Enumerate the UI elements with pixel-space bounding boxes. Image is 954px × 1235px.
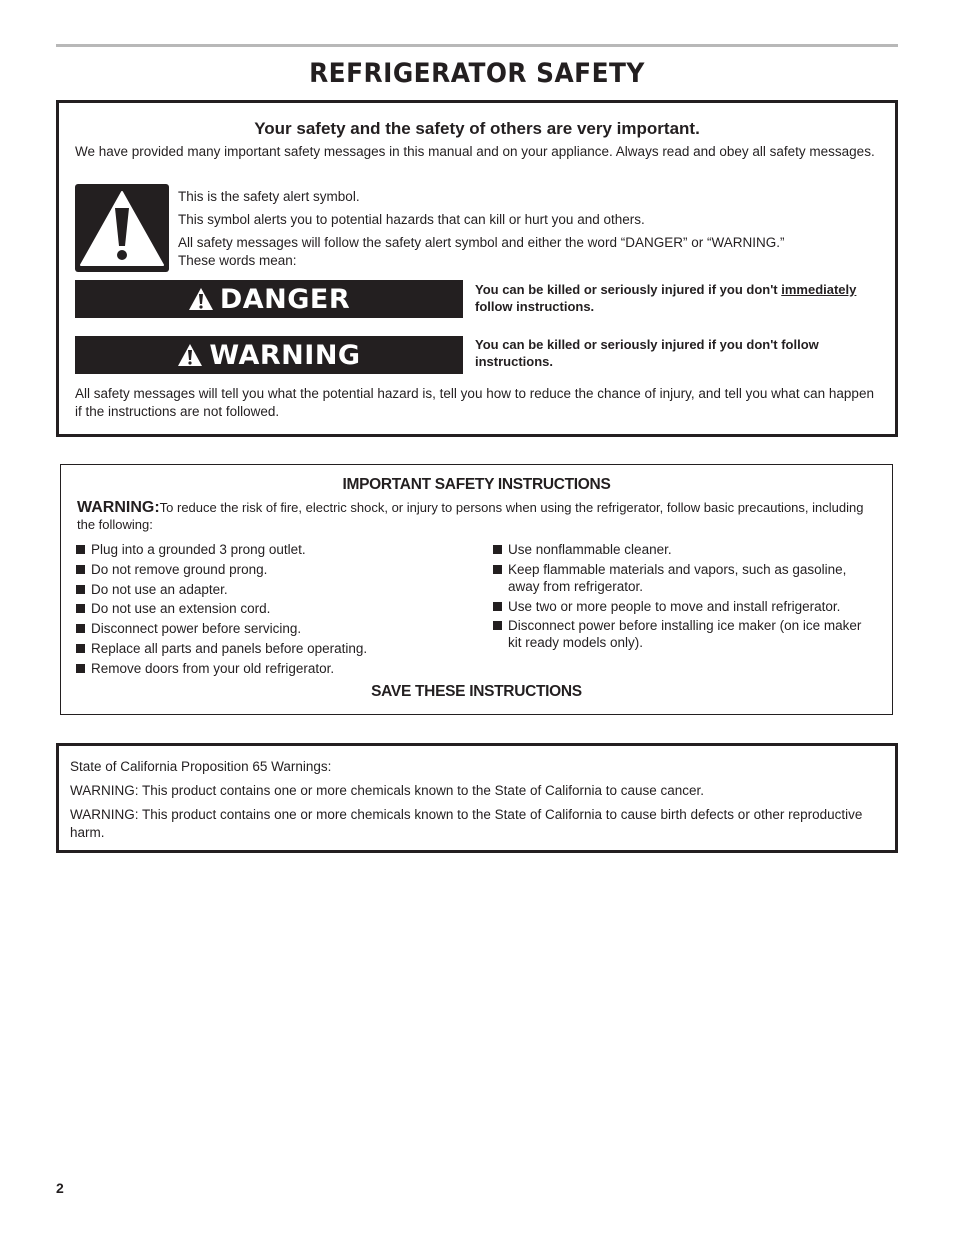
bullet-square-icon bbox=[76, 644, 85, 653]
page-number: 2 bbox=[56, 1180, 64, 1196]
list-item: Replace all parts and panels before operating. bbox=[76, 640, 476, 657]
save-instructions-heading: SAVE THESE INSTRUCTIONS bbox=[371, 683, 582, 700]
important-instructions-box bbox=[60, 464, 893, 715]
danger-alert-icon bbox=[188, 287, 214, 311]
list-item: Keep flammable materials and vapors, such as gasoline, away from refrigerator. bbox=[493, 561, 878, 595]
bullet-square-icon bbox=[493, 621, 502, 630]
warning-signal-bar bbox=[75, 336, 463, 374]
bullet-square-icon bbox=[76, 604, 85, 613]
list-item: Do not remove ground prong. bbox=[76, 561, 476, 578]
list-item: Do not use an extension cord. bbox=[76, 600, 476, 617]
bullet-square-icon bbox=[76, 585, 85, 594]
danger-signal-bar bbox=[75, 280, 463, 318]
symbol-line-1: This is the safety alert symbol. bbox=[178, 189, 360, 204]
list-item: Do not use an adapter. bbox=[76, 581, 476, 598]
list-item: Use two or more people to move and install refrigerator. bbox=[493, 598, 878, 615]
bullet-square-icon bbox=[493, 602, 502, 611]
right-bullet-list bbox=[493, 541, 878, 654]
page-title: REFRIGERATOR SAFETY bbox=[309, 58, 645, 89]
instructions-heading: IMPORTANT SAFETY INSTRUCTIONS bbox=[342, 476, 611, 493]
warning-text: You can be killed or seriously injured if you don't follow instructions. bbox=[475, 337, 819, 369]
symbol-line-2: This symbol alerts you to potential hazards that can kill or hurt you and others. bbox=[178, 212, 645, 227]
warning-label: WARNING bbox=[209, 339, 361, 371]
list-item: Plug into a grounded 3 prong outlet. bbox=[76, 541, 476, 558]
safety-footer: All safety messages will tell you what the potential hazard is, tell you how to reduce the chance of injury, and tell you what can happen if the instructions are not followed. bbox=[75, 386, 874, 419]
prop65-cancer-warning: WARNING: This product contains one or more chemicals known to the State of California to cause cancer. bbox=[70, 783, 705, 798]
safety-heading: Your safety and the safety of others are very important. bbox=[254, 119, 700, 138]
bullet-square-icon bbox=[76, 545, 85, 554]
list-item: Disconnect power before installing ice maker (on ice maker kit ready models only). bbox=[493, 617, 878, 651]
prop65-birth-defects-warning: WARNING: This product contains one or more chemicals known to the State of California to cause birth defects or other reproductive harm. bbox=[70, 807, 863, 840]
danger-label: DANGER bbox=[219, 283, 351, 315]
warning-prefix: WARNING: bbox=[77, 499, 160, 516]
safety-intro: We have provided many important safety messages in this manual and on your appliance. Always read and obey all safety messages. bbox=[75, 144, 875, 159]
symbol-line-4: These words mean: bbox=[178, 253, 297, 268]
list-item: Use nonflammable cleaner. bbox=[493, 541, 878, 558]
bullet-square-icon bbox=[76, 624, 85, 633]
bullet-square-icon bbox=[493, 565, 502, 574]
danger-text bbox=[475, 281, 885, 315]
top-rule bbox=[56, 44, 898, 47]
symbol-line-3: All safety messages will follow the safety alert symbol and either the word “DANGER” or “WARNING.” bbox=[178, 235, 785, 250]
list-item: Disconnect power before servicing. bbox=[76, 620, 476, 637]
warning-body: To reduce the risk of fire, electric shock, or injury to persons when using the refrigerator, follow basic precautions, including the following: bbox=[77, 500, 864, 532]
warning-alert-icon bbox=[177, 343, 203, 367]
bullet-square-icon bbox=[493, 545, 502, 554]
safety-alert-box bbox=[56, 100, 898, 437]
bullet-square-icon bbox=[76, 565, 85, 574]
bullet-square-icon bbox=[76, 664, 85, 673]
left-bullet-list bbox=[76, 541, 476, 680]
list-item: Remove doors from your old refrigerator. bbox=[76, 660, 476, 677]
instructions-warning bbox=[77, 499, 877, 533]
danger-text-part-1: You can be killed or seriously injured if you don't bbox=[475, 282, 782, 297]
prop65-box bbox=[56, 743, 898, 853]
safety-alert-icon bbox=[75, 184, 169, 272]
danger-text-underlined: immediately bbox=[781, 282, 857, 297]
prop65-title: State of California Proposition 65 Warnings: bbox=[70, 759, 332, 774]
danger-text-part-2: follow instructions. bbox=[475, 299, 595, 314]
